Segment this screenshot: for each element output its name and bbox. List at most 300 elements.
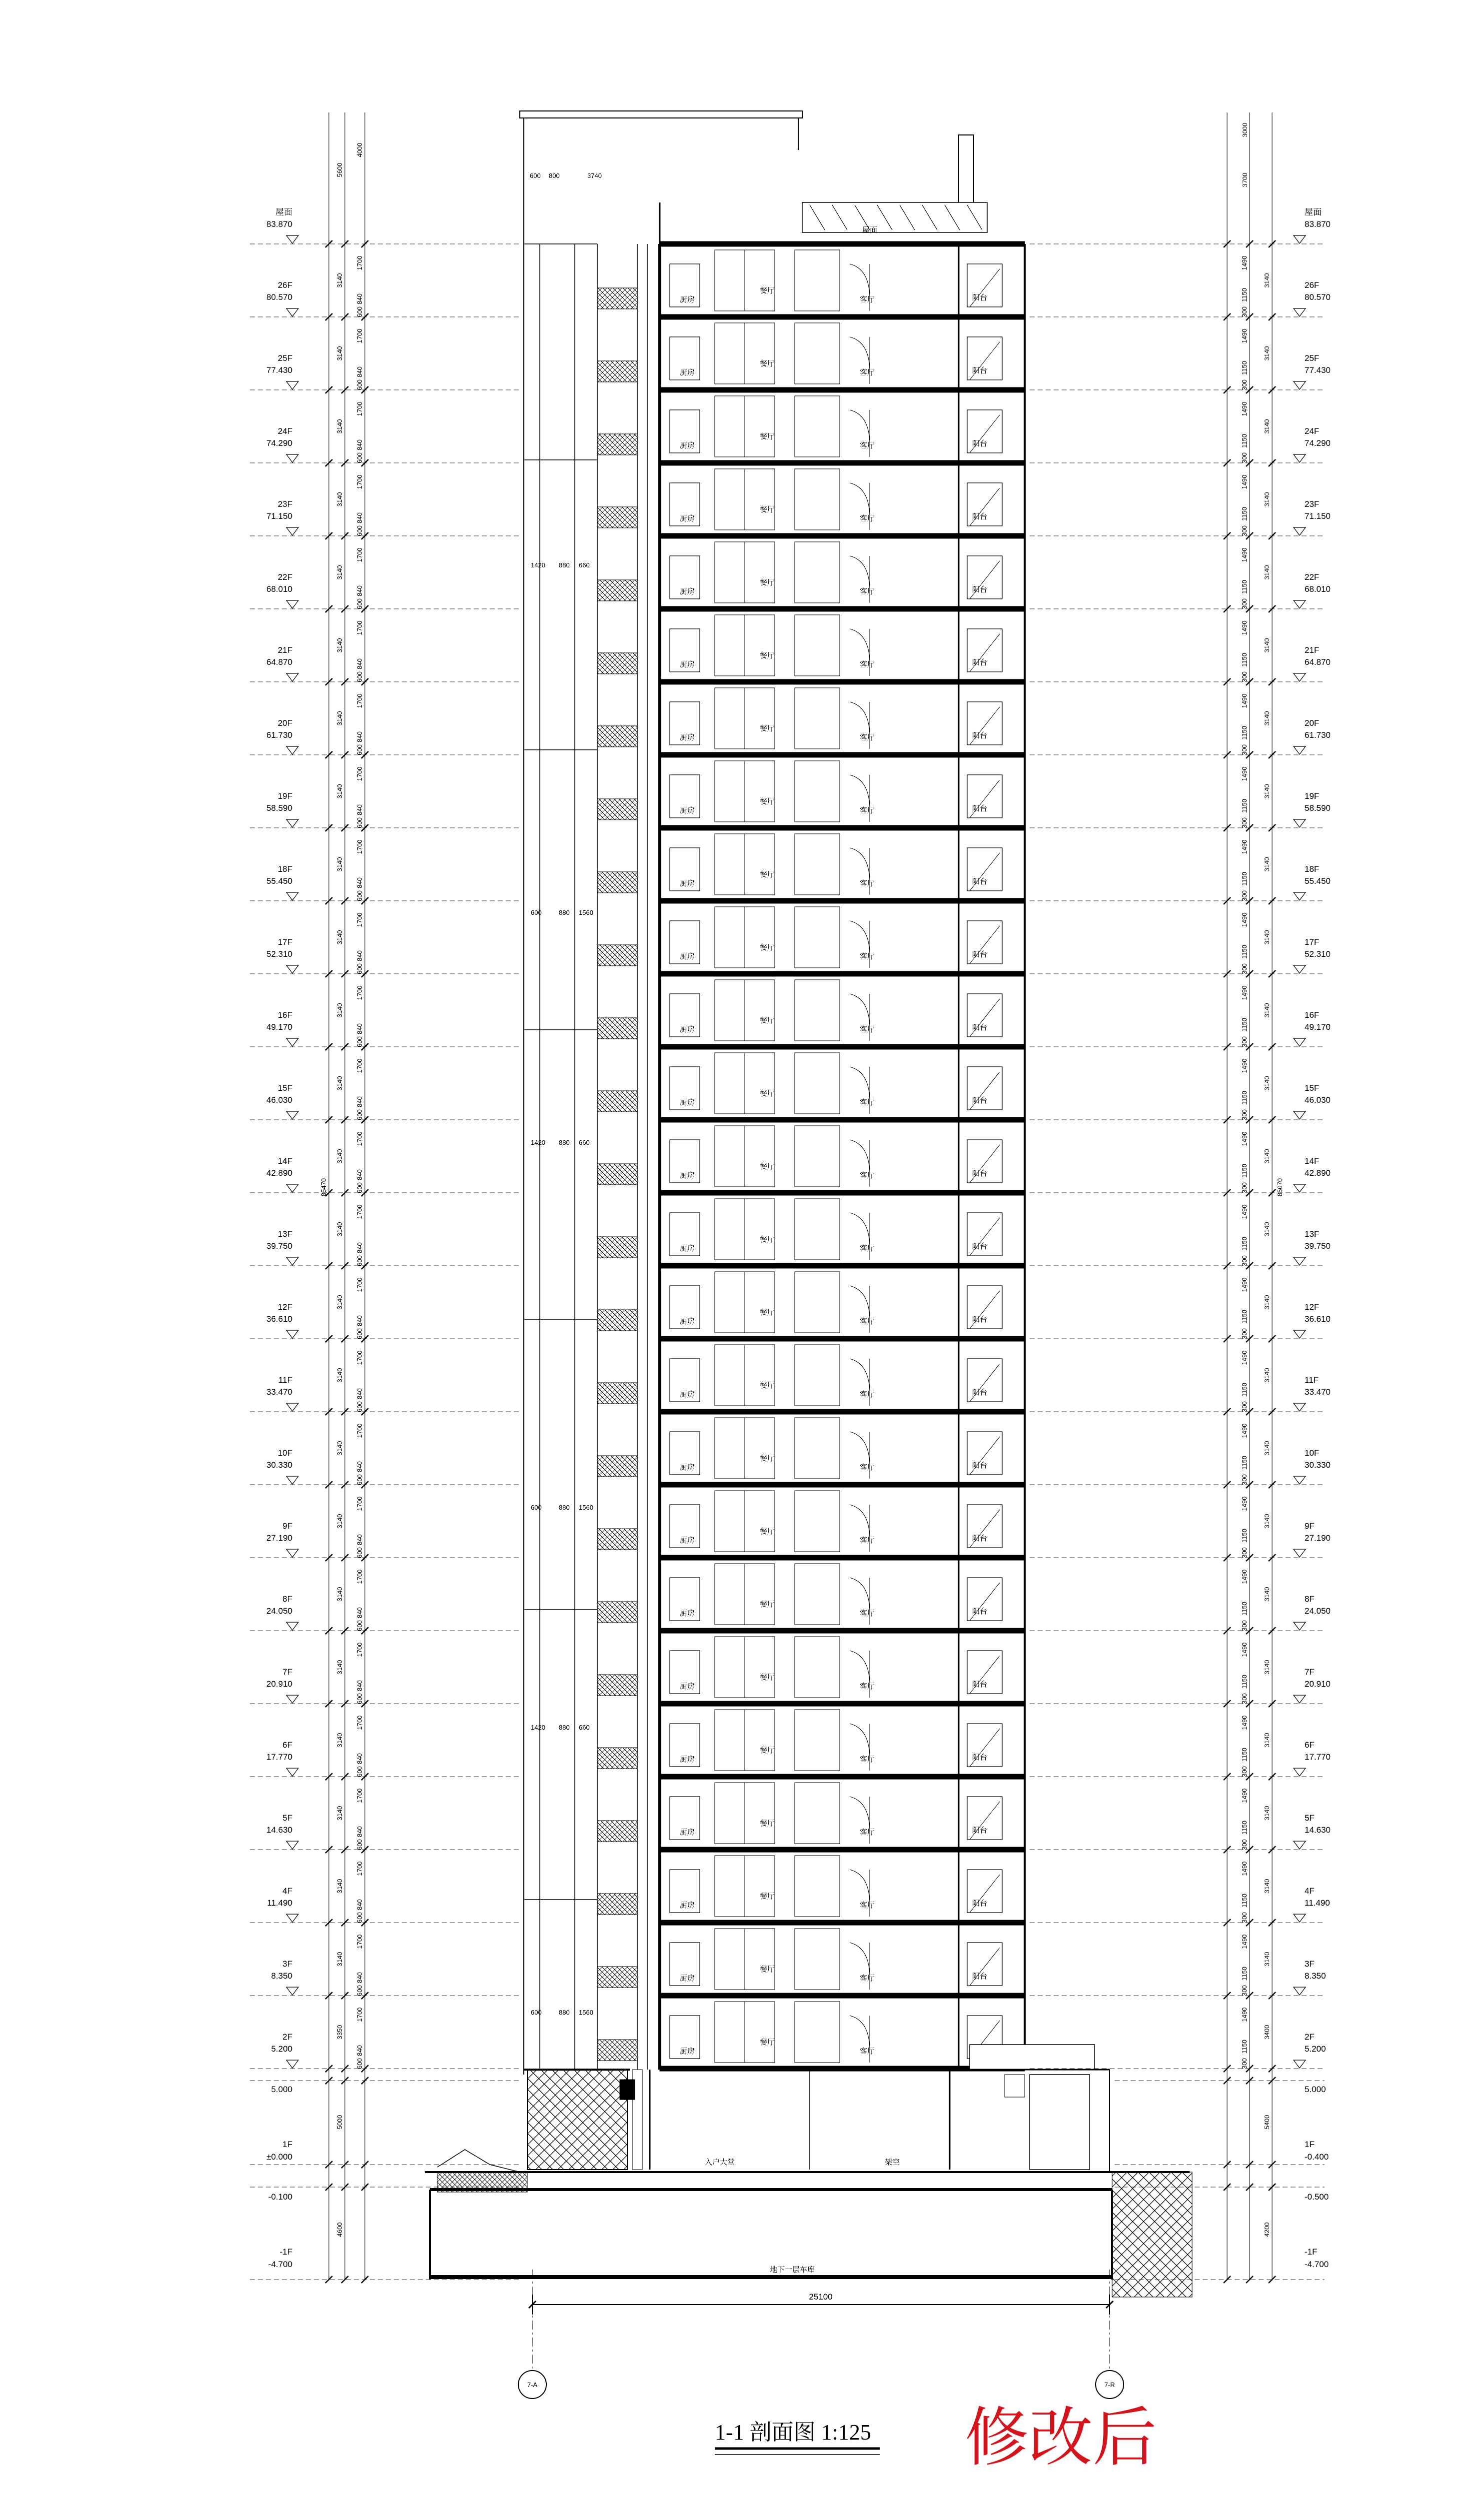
facade-dim: 800 xyxy=(549,172,560,179)
podium-window xyxy=(1005,2075,1025,2097)
level-name-left: 19F xyxy=(277,791,292,801)
level-marker-left xyxy=(286,746,298,754)
level-marker-right xyxy=(1294,892,1306,900)
living-opening xyxy=(795,1418,840,1479)
right-sub-dim: 300 xyxy=(1241,1766,1248,1777)
living-opening xyxy=(795,250,840,311)
living-opening xyxy=(795,1491,840,1552)
left-sub-dim: 840 xyxy=(356,1315,363,1326)
door-swing xyxy=(850,775,870,810)
stair-hatch-panel xyxy=(597,1091,637,1112)
facade-dim: 1560 xyxy=(579,1504,593,1511)
floor-slab xyxy=(660,314,1025,319)
stair-hatch-panel xyxy=(597,1529,637,1550)
room-living-label: 客厅 xyxy=(860,1317,875,1326)
stair-hatch-panel xyxy=(597,1018,637,1039)
left-sub-dim: 840 xyxy=(356,585,363,596)
overall-width-dim: 25100 xyxy=(809,2292,833,2302)
level-value-left: 36.610 xyxy=(266,1314,292,1324)
left-floor-dim: 3140 xyxy=(336,1952,343,1967)
level-marker-right xyxy=(1294,1476,1306,1484)
right-sub-dim: 1150 xyxy=(1241,799,1248,813)
level-marker-left xyxy=(286,1914,298,1922)
stair-hatch-panel xyxy=(597,1164,637,1185)
level-name-left: 12F xyxy=(277,1302,292,1312)
level-value-left: 30.330 xyxy=(266,1460,292,1470)
room-living-label: 客厅 xyxy=(860,1244,875,1253)
facade-dim: 880 xyxy=(559,909,570,916)
level-name-left: 5F xyxy=(282,1813,292,1823)
stair-hatch-panel xyxy=(597,1967,637,1988)
level-name-left: 14F xyxy=(277,1156,292,1166)
level-marker-left xyxy=(286,308,298,316)
stair-hatch-panel xyxy=(597,1383,637,1404)
level-marker-right xyxy=(1294,1841,1306,1849)
level-name-right: 屋面 xyxy=(1305,207,1322,217)
right-floor-dim: 3140 xyxy=(1263,930,1271,945)
living-opening xyxy=(795,1856,840,1917)
level-marker-right xyxy=(1294,1549,1306,1557)
facade-dim: 660 xyxy=(579,561,590,569)
level-value-left: 17.770 xyxy=(266,1752,292,1762)
left-sub-dim: 840 xyxy=(356,1169,363,1180)
stair-hatch-panel xyxy=(597,288,637,309)
door-swing xyxy=(850,1286,870,1321)
left-sub-dim: 840 xyxy=(356,2045,363,2056)
left-floor-dim: 3140 xyxy=(336,1368,343,1383)
left-floor-dim: 3140 xyxy=(336,346,343,361)
left-floor-dim: 3140 xyxy=(336,419,343,434)
left-basement-dim: 4600 xyxy=(336,2222,343,2237)
left-sub-dim: 600 xyxy=(356,1401,363,1412)
level-marker-right xyxy=(1294,1184,1306,1192)
stair-hatch-panel xyxy=(597,1456,637,1477)
right-sub-dim: 1150 xyxy=(1241,1675,1248,1689)
level-marker-left xyxy=(286,1695,298,1703)
room-living-label: 客厅 xyxy=(860,2047,875,2056)
level-marker-left xyxy=(286,1768,298,1776)
stair-hatch-panel xyxy=(597,580,637,601)
right-sub-dim: 1150 xyxy=(1241,1821,1248,1835)
level-name-left: 25F xyxy=(277,353,292,363)
ground-level-right: 5.000 xyxy=(1305,2085,1326,2094)
level-name-left: 20F xyxy=(277,718,292,728)
left-sub-dim: 840 xyxy=(356,1023,363,1034)
facade-dim: 1420 xyxy=(531,1139,545,1146)
level-marker-left xyxy=(286,1330,298,1338)
door-swing xyxy=(850,1651,870,1686)
room-living-label: 客厅 xyxy=(860,587,875,596)
left-sub-dim: 840 xyxy=(356,512,363,523)
door-swing xyxy=(850,1724,870,1759)
left-sub-dim: 1700 xyxy=(356,474,363,489)
right-sub-dim: 300 xyxy=(1241,1620,1248,1631)
stair-hatch-panel xyxy=(597,1748,637,1769)
podium-garage-door xyxy=(1030,2075,1090,2170)
level-name-left: 13F xyxy=(277,1229,292,1239)
room-dining-label: 餐厅 xyxy=(760,286,775,295)
level-value-right: 77.430 xyxy=(1305,365,1331,375)
left-sub-dim: 840 xyxy=(356,1534,363,1545)
right-sub-dim: 300 xyxy=(1241,1839,1248,1850)
stair-hatch-panel xyxy=(597,361,637,382)
level-name-right: 26F xyxy=(1305,280,1320,290)
floor-slab xyxy=(660,1336,1025,1341)
stair-hatch-panel xyxy=(597,1237,637,1258)
right-sub-dim: 1490 xyxy=(1241,985,1248,1000)
floor-slab xyxy=(660,898,1025,903)
room-balcony-label: 阳台 xyxy=(972,1023,988,1032)
dimension-and-labels xyxy=(250,112,1331,2283)
level-value-left: 5.200 xyxy=(271,2044,292,2054)
level-marker-left xyxy=(286,381,298,389)
living-opening xyxy=(795,688,840,749)
floor-slab xyxy=(660,1847,1025,1852)
left-sub-dim: 1700 xyxy=(356,1715,363,1730)
living-opening xyxy=(795,834,840,895)
right-sub-dim: 300 xyxy=(1241,671,1248,682)
room-kitchen-label: 厨房 xyxy=(680,1974,695,1983)
left-sub-dim: 1700 xyxy=(356,1569,363,1584)
living-opening xyxy=(795,980,840,1041)
level-value-left: 64.870 xyxy=(266,657,292,667)
room-kitchen-label: 厨房 xyxy=(680,1682,695,1691)
door-swing xyxy=(850,629,870,664)
left-sub-dim: 1700 xyxy=(356,328,363,343)
right-sub-dim: 1490 xyxy=(1241,693,1248,708)
level-name-right: 16F xyxy=(1305,1010,1320,1020)
level-value-right: 8.350 xyxy=(1305,1971,1326,1981)
left-sub-dim: 600 xyxy=(356,1912,363,1923)
level-value-left: 80.570 xyxy=(266,292,292,302)
right-sub-dim: 300 xyxy=(1241,1474,1248,1485)
level-value-right: 20.910 xyxy=(1305,1679,1331,1689)
door-swing xyxy=(850,337,870,372)
left-roof-dim: 4000 xyxy=(356,142,363,157)
level-value-left: 46.030 xyxy=(266,1095,292,1105)
right-floor-dim: 3140 xyxy=(1263,1952,1271,1967)
left-sub-dim: 600 xyxy=(356,379,363,390)
living-opening xyxy=(795,1783,840,1844)
room-living-label: 客厅 xyxy=(860,879,875,888)
level-marker-left xyxy=(286,1403,298,1411)
room-kitchen-label: 厨房 xyxy=(680,879,695,888)
left-floor-dim: 3140 xyxy=(336,1149,343,1164)
level-value-right: 61.730 xyxy=(1305,730,1331,740)
right-sub-dim: 1490 xyxy=(1241,474,1248,489)
level-value-left: 33.470 xyxy=(266,1387,292,1397)
landscape-left xyxy=(437,2150,520,2172)
ground-level-right: -4.700 xyxy=(1305,2260,1329,2269)
facade-dim: 1560 xyxy=(579,909,593,916)
left-sub-dim: 1700 xyxy=(356,693,363,708)
level-marker-right xyxy=(1294,1914,1306,1922)
room-kitchen-label: 厨房 xyxy=(680,733,695,742)
level-marker-right xyxy=(1294,746,1306,754)
room-kitchen-label: 厨房 xyxy=(680,441,695,450)
level-marker-right xyxy=(1294,381,1306,389)
door-swing xyxy=(850,1432,870,1467)
left-floor-dim: 3140 xyxy=(336,930,343,945)
room-dining-label: 餐厅 xyxy=(760,359,775,368)
level-value-right: 58.590 xyxy=(1305,803,1331,813)
room-living-label: 客厅 xyxy=(860,1755,875,1764)
room-dining-label: 餐厅 xyxy=(760,797,775,806)
level-value-left: 74.290 xyxy=(266,438,292,448)
level-value-right: 39.750 xyxy=(1305,1241,1331,1251)
room-dining-label: 餐厅 xyxy=(760,651,775,660)
level-value-left: 77.430 xyxy=(266,365,292,375)
level-name-left: 24F xyxy=(277,426,292,436)
right-floor-dim: 3140 xyxy=(1263,492,1271,507)
door-swing xyxy=(850,1140,870,1175)
level-name-right: 10F xyxy=(1305,1448,1320,1458)
left-floor-dim: 3140 xyxy=(336,1222,343,1237)
level-name-right: 13F xyxy=(1305,1229,1320,1239)
stair-hatch-panel xyxy=(597,1821,637,1842)
right-sub-dim: 300 xyxy=(1241,598,1248,609)
stair-hatch-panel xyxy=(597,799,637,820)
floor-slab xyxy=(660,241,1025,246)
left-sub-dim: 600 xyxy=(356,1036,363,1047)
room-living-label: 客厅 xyxy=(860,1390,875,1399)
level-value-left: 42.890 xyxy=(266,1168,292,1178)
right-floor-dim: 3140 xyxy=(1263,1514,1271,1529)
left-floor-dim: 3140 xyxy=(336,857,343,872)
left-sub-dim: 600 xyxy=(356,1693,363,1704)
living-opening xyxy=(795,1929,840,1990)
room-living-label: 客厅 xyxy=(860,514,875,523)
level-name-right: 25F xyxy=(1305,353,1320,363)
stair-hatch-panel xyxy=(597,1894,637,1915)
level-name-right: 2F xyxy=(1305,2032,1315,2042)
left-sub-dim: 840 xyxy=(356,804,363,815)
room-kitchen-label: 厨房 xyxy=(680,952,695,961)
right-floor-dim: 3140 xyxy=(1263,1587,1271,1602)
room-living-label: 客厅 xyxy=(860,806,875,815)
left-sub-dim: 600 xyxy=(356,525,363,536)
podium-canopy-right xyxy=(970,2045,1095,2070)
room-balcony-label: 阳台 xyxy=(972,1680,988,1689)
right-roof-dim: 3700 xyxy=(1241,172,1249,187)
right-sub-dim: 300 xyxy=(1241,452,1248,463)
left-sub-dim: 600 xyxy=(356,1255,363,1266)
room-balcony-label: 阳台 xyxy=(972,658,988,667)
left-floor-dim: 3140 xyxy=(336,784,343,799)
facade-dim: 880 xyxy=(559,1724,570,1731)
room-dining-label: 餐厅 xyxy=(760,724,775,733)
right-sub-dim: 1150 xyxy=(1241,361,1248,375)
level-value-left: 52.310 xyxy=(266,949,292,959)
room-living-label: 客厅 xyxy=(860,1609,875,1618)
level-value-left: 24.050 xyxy=(266,1606,292,1616)
left-sub-dim: 600 xyxy=(356,671,363,682)
room-kitchen-label: 厨房 xyxy=(680,1536,695,1545)
living-opening xyxy=(795,1345,840,1406)
left-sub-dim: 1700 xyxy=(356,1058,363,1073)
right-sub-dim: 1490 xyxy=(1241,1350,1248,1365)
room-dining-label: 餐厅 xyxy=(760,1892,775,1901)
room-kitchen-label: 厨房 xyxy=(680,806,695,815)
left-sub-dim: 840 xyxy=(356,1096,363,1107)
level-value-left: 61.730 xyxy=(266,730,292,740)
facade-dim: 600 xyxy=(531,909,542,916)
level-value-left: 27.190 xyxy=(266,1533,292,1543)
level-marker-left xyxy=(286,1549,298,1557)
room-living-label: 客厅 xyxy=(860,1682,875,1691)
room-living-label: 客厅 xyxy=(860,1901,875,1910)
level-name-right: 23F xyxy=(1305,499,1320,509)
soil-right xyxy=(1112,2172,1192,2297)
floor-slab xyxy=(660,1117,1025,1122)
room-balcony-label: 阳台 xyxy=(972,1753,988,1762)
floor-slab xyxy=(660,825,1025,830)
door-swing xyxy=(850,1797,870,1832)
right-sub-dim: 1150 xyxy=(1241,1602,1248,1616)
floor-slab xyxy=(660,971,1025,976)
level-name-right: 15F xyxy=(1305,1083,1320,1093)
stair-hatch-panel xyxy=(597,434,637,455)
right-sub-dim: 1150 xyxy=(1241,434,1248,448)
left-sub-dim: 840 xyxy=(356,1461,363,1472)
ground-level-right: 1F xyxy=(1305,2140,1315,2149)
level-name-right: 5F xyxy=(1305,1813,1315,1823)
left-floor-dim: 3140 xyxy=(336,1441,343,1456)
door-swing xyxy=(850,1359,870,1394)
room-living-label: 客厅 xyxy=(860,1974,875,1983)
left-sub-dim: 1700 xyxy=(356,547,363,562)
level-value-right: 71.150 xyxy=(1305,511,1331,521)
left-sub-dim: 600 xyxy=(356,1766,363,1777)
room-kitchen-label: 厨房 xyxy=(680,1317,695,1326)
left-sub-dim: 840 xyxy=(356,1680,363,1691)
room-balcony-label: 阳台 xyxy=(972,1096,988,1105)
room-dining-label: 餐厅 xyxy=(760,1235,775,1244)
level-name-left: 11F xyxy=(278,1375,292,1385)
facade-dim: 880 xyxy=(559,1504,570,1511)
level-marker-right xyxy=(1294,1403,1306,1411)
room-balcony-label: 阳台 xyxy=(972,804,988,813)
door-swing xyxy=(850,1505,870,1540)
room-dining-label: 餐厅 xyxy=(760,1162,775,1171)
living-opening xyxy=(795,1710,840,1771)
facade-dim: 3740 xyxy=(587,172,602,179)
right-sub-dim: 300 xyxy=(1241,1547,1248,1558)
right-floor-dim: 3140 xyxy=(1263,711,1271,726)
lobby-label: 入户大堂 xyxy=(705,2158,735,2167)
right-sub-dim: 1490 xyxy=(1241,1058,1248,1073)
left-sub-dim: 1700 xyxy=(356,1496,363,1511)
left-floor-dim: 3140 xyxy=(336,1514,343,1529)
room-kitchen-label: 厨房 xyxy=(680,1901,695,1910)
stair-hatch-panel xyxy=(597,2040,637,2061)
level-marker-left xyxy=(286,965,298,973)
level-value-right: 17.770 xyxy=(1305,1752,1331,1762)
level-marker-right xyxy=(1294,454,1306,462)
room-kitchen-label: 厨房 xyxy=(680,660,695,669)
left-sub-dim: 840 xyxy=(356,1972,363,1983)
right-sub-dim: 1150 xyxy=(1241,1164,1248,1178)
room-kitchen-label: 厨房 xyxy=(680,1244,695,1253)
level-marker-right xyxy=(1294,1695,1306,1703)
room-kitchen-label: 厨房 xyxy=(680,1171,695,1180)
left-sub-dim: 1700 xyxy=(356,2007,363,2022)
room-living-label: 客厅 xyxy=(860,733,875,742)
left-sub-dim: 1700 xyxy=(356,1131,363,1146)
level-marker-right xyxy=(1294,965,1306,973)
right-sub-dim: 1150 xyxy=(1241,1529,1248,1543)
door-swing xyxy=(850,921,870,956)
right-sub-dim: 1490 xyxy=(1241,839,1248,854)
left-sub-dim: 1700 xyxy=(356,1934,363,1949)
room-dining-label: 餐厅 xyxy=(760,1527,775,1536)
right-floor-dim: 3140 xyxy=(1263,638,1271,653)
room-living-label: 客厅 xyxy=(860,660,875,669)
right-total-dim: 85070 xyxy=(1276,1178,1284,1197)
left-sub-dim: 600 xyxy=(356,1109,363,1120)
level-name-left: 17F xyxy=(277,937,292,947)
right-sub-dim: 300 xyxy=(1241,2058,1248,2069)
right-sub-dim: 1150 xyxy=(1241,1967,1248,1981)
room-kitchen-label: 厨房 xyxy=(680,1609,695,1618)
right-sub-dim: 1490 xyxy=(1241,766,1248,781)
level-name-left: 26F xyxy=(277,280,292,290)
room-dining-label: 餐厅 xyxy=(760,1308,775,1317)
left-sub-dim: 600 xyxy=(356,1182,363,1193)
right-sub-dim: 1150 xyxy=(1241,507,1248,521)
left-sub-dim: 840 xyxy=(356,1388,363,1399)
level-value-right: 55.450 xyxy=(1305,876,1331,886)
left-sub-dim: 840 xyxy=(356,658,363,669)
right-sub-dim: 1490 xyxy=(1241,912,1248,927)
living-opening xyxy=(795,1272,840,1333)
level-marker-right xyxy=(1294,1330,1306,1338)
floor-slab xyxy=(660,752,1025,757)
level-value-left: 49.170 xyxy=(266,1022,292,1032)
level-name-left: 16F xyxy=(277,1010,292,1020)
left-sub-dim: 600 xyxy=(356,1474,363,1485)
right-floor-dim: 3140 xyxy=(1263,1660,1271,1675)
right-sub-dim: 300 xyxy=(1241,744,1248,755)
left-roof-dim: 5600 xyxy=(336,162,343,177)
level-name-right: 6F xyxy=(1305,1740,1315,1750)
right-sub-dim: 300 xyxy=(1241,1036,1248,1047)
ground-level-left: -0.100 xyxy=(268,2192,292,2202)
level-value-right: 80.570 xyxy=(1305,292,1331,302)
door-swing xyxy=(850,483,870,518)
right-sub-dim: 300 xyxy=(1241,1109,1248,1120)
floor-slab xyxy=(660,533,1025,538)
right-sub-dim: 300 xyxy=(1241,1182,1248,1193)
living-opening xyxy=(795,1053,840,1114)
door-swing xyxy=(850,2016,870,2051)
left-sub-dim: 840 xyxy=(356,366,363,377)
left-sub-dim: 600 xyxy=(356,598,363,609)
left-sub-dim: 1700 xyxy=(356,766,363,781)
ground-level-right: -1F xyxy=(1305,2247,1318,2257)
axis-right-label: 7-R xyxy=(1104,2381,1115,2389)
right-floor-dim: 3140 xyxy=(1263,1733,1271,1748)
right-floor-dim: 3400 xyxy=(1263,2025,1271,2040)
left-sub-dim: 600 xyxy=(356,963,363,974)
left-floor-dim: 3140 xyxy=(336,711,343,726)
level-name-right: 17F xyxy=(1305,937,1320,947)
level-value-right: 14.630 xyxy=(1305,1825,1331,1835)
room-kitchen-label: 厨房 xyxy=(680,514,695,523)
room-dining-label: 餐厅 xyxy=(760,1089,775,1098)
floor-slab xyxy=(660,387,1025,392)
level-name-left: 22F xyxy=(277,572,292,582)
